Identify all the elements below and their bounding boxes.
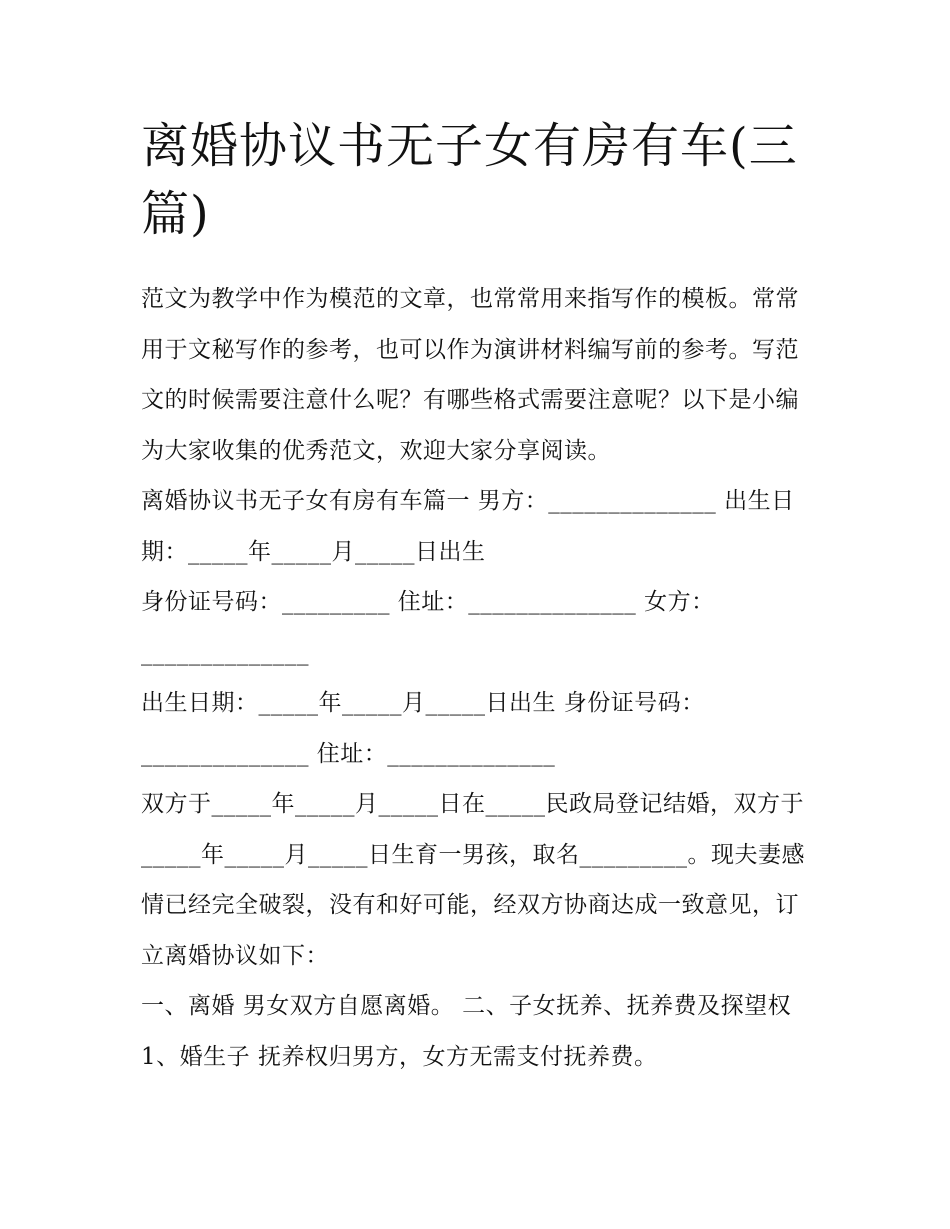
document-title: 离婚协议书无子女有房有车(三篇): [141, 118, 798, 242]
section-one-husband-info: 离婚协议书无子女有房有车篇一 男方：______________ 出生日期：_____年_____月_____日出生: [141, 488, 795, 565]
wife-birth-id-address: 出生日期：_____年_____月_____日出生 身份证号码：______________ 住址：______________: [141, 690, 705, 767]
intro-paragraph: 范文为教学中作为模范的文章，也常常用来指写作的模板。常常用于文秘写作的参考，也可以作为演讲材料编写前的参考。写范文的时候需要注意什么呢？有哪些格式需要注意呢？以下是小编为大家收集的优秀范文，欢迎大家分享阅读。: [141, 286, 799, 464]
husband-id-address-wife: 身份证号码：_________ 住址：______________ 女方：______________: [141, 589, 715, 666]
marriage-details-paragraph: 双方于_____年_____月_____日在_____民政局登记结婚，双方于_____年_____月_____日生育一男孩，取名_________。现夫妻感情已经完全破裂，没有和好可能，经双方协商达成一致意见，订立离婚协议如下：: [141, 791, 805, 969]
agreement-terms-paragraph: 一、离婚 男女双方自愿离婚。 二、子女抚养、抚养费及探望权 1、婚生子 抚养权归男方，女方无需支付抚养费。: [141, 993, 792, 1070]
document-page: [141, 112, 811, 1082]
